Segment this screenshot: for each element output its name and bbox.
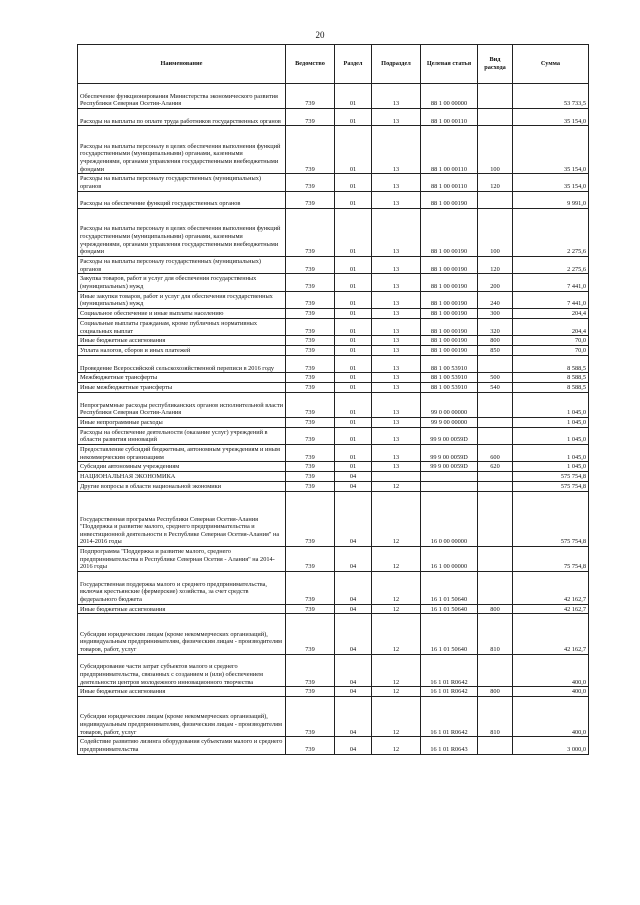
row-summa-cell: 400,0: [513, 697, 589, 737]
row-podrazdel-cell: 13: [372, 318, 421, 335]
row-vid-cell: 800: [478, 687, 513, 697]
row-statya-cell: 88 1 00 00190: [421, 308, 478, 318]
row-podrazdel-cell: 12: [372, 481, 421, 491]
table-row: [78, 191, 589, 208]
row-vid-cell: [478, 472, 513, 482]
row-razdel-cell: 04: [335, 654, 372, 687]
header-name: Наименование: [78, 45, 286, 84]
row-statya-cell: 88 1 00 53910: [421, 382, 478, 392]
row-podrazdel-cell: 12: [372, 614, 421, 654]
row-vid-cell: 800: [478, 604, 513, 614]
row-name-cell: Уплата налогов, сборов и иных платежей: [78, 345, 286, 355]
row-razdel-cell: 04: [335, 547, 372, 572]
row-vid-cell: [478, 481, 513, 491]
row-summa-cell: 204,4: [513, 318, 589, 335]
row-summa-cell: 400,0: [513, 654, 589, 687]
row-summa-cell: 53 733,5: [513, 84, 589, 109]
row-vedomstvo-cell: 739: [286, 491, 335, 546]
row-vedomstvo-cell: 739: [286, 481, 335, 491]
table-row: [78, 382, 589, 392]
row-summa-cell: 8 588,5: [513, 373, 589, 383]
row-vedomstvo-cell: 739: [286, 84, 335, 109]
row-vid-cell: 810: [478, 697, 513, 737]
page-number: 20: [315, 30, 325, 40]
row-vid-cell: [478, 355, 513, 372]
row-vedomstvo-cell: 739: [286, 604, 335, 614]
row-vid-cell: 850: [478, 345, 513, 355]
row-name-cell: Иные бюджетные ассигнования: [78, 336, 286, 346]
row-name-cell: Социальные выплаты гражданам, кроме публичных нормативных социальных выплат: [78, 318, 286, 335]
row-summa-cell: 8 588,5: [513, 382, 589, 392]
row-summa-cell: 2 275,6: [513, 208, 589, 256]
row-podrazdel-cell: [372, 472, 421, 482]
row-name-cell: Иные непрограммные расходы: [78, 417, 286, 427]
header-vedomstvo: Ведомство: [286, 45, 335, 84]
row-vid-cell: [478, 654, 513, 687]
row-razdel-cell: 04: [335, 697, 372, 737]
row-summa-cell: 42 162,7: [513, 614, 589, 654]
row-name-cell: Иные межбюджетные трансферты: [78, 382, 286, 392]
table-row: [78, 614, 589, 654]
row-vedomstvo-cell: 739: [286, 462, 335, 472]
row-podrazdel-cell: 13: [372, 345, 421, 355]
row-statya-cell: 16 1 01 50640: [421, 572, 478, 605]
table-row: [78, 274, 589, 291]
row-vid-cell: 100: [478, 208, 513, 256]
table-row: [78, 481, 589, 491]
row-vid-cell: 540: [478, 382, 513, 392]
row-podrazdel-cell: 13: [372, 336, 421, 346]
row-name-cell: Расходы на выплаты персоналу государственных (муниципальных) органов: [78, 256, 286, 273]
row-statya-cell: 88 1 00 00190: [421, 318, 478, 335]
row-podrazdel-cell: 12: [372, 491, 421, 546]
row-razdel-cell: 01: [335, 84, 372, 109]
row-name-cell: Субсидии юридическим лицам (кроме некоммерческих организаций), индивидуальным предпринимателям, физическим лицам - производителям товаров, работ, услуг: [78, 697, 286, 737]
row-statya-cell: 88 1 00 00190: [421, 191, 478, 208]
row-razdel-cell: 01: [335, 462, 372, 472]
row-vedomstvo-cell: 739: [286, 373, 335, 383]
row-name-cell: НАЦИОНАЛЬНАЯ ЭКОНОМИКА: [78, 472, 286, 482]
row-podrazdel-cell: 13: [372, 274, 421, 291]
row-vedomstvo-cell: 739: [286, 355, 335, 372]
row-summa-cell: 9 991,0: [513, 191, 589, 208]
row-vedomstvo-cell: 739: [286, 737, 335, 754]
table-row: [78, 572, 589, 605]
row-name-cell: Содействие развитию лизинга оборудования субъектами малого и среднего предпринимательства: [78, 737, 286, 754]
row-podrazdel-cell: 13: [372, 392, 421, 417]
row-vedomstvo-cell: 739: [286, 308, 335, 318]
budget-table: [77, 44, 589, 755]
row-summa-cell: 35 154,0: [513, 109, 589, 126]
row-podrazdel-cell: 13: [372, 191, 421, 208]
row-razdel-cell: 01: [335, 208, 372, 256]
table-row: [78, 417, 589, 427]
row-vid-cell: 810: [478, 614, 513, 654]
row-razdel-cell: 04: [335, 472, 372, 482]
row-vedomstvo-cell: 739: [286, 318, 335, 335]
table-header-row: [78, 45, 589, 84]
row-podrazdel-cell: 12: [372, 697, 421, 737]
row-podrazdel-cell: 13: [372, 208, 421, 256]
row-razdel-cell: 04: [335, 572, 372, 605]
row-vedomstvo-cell: 739: [286, 572, 335, 605]
row-summa-cell: 1 045,0: [513, 392, 589, 417]
row-statya-cell: 99 9 00 0059D: [421, 427, 478, 444]
row-name-cell: Расходы на выплаты персоналу в целях обеспечения выполнения функций государственными (муниципальными) органами, казенными учреждениями, органами управления государственными внебюджетными фондами: [78, 126, 286, 174]
row-vedomstvo-cell: 739: [286, 444, 335, 461]
row-podrazdel-cell: 13: [372, 109, 421, 126]
row-statya-cell: 88 1 00 00190: [421, 256, 478, 273]
row-razdel-cell: 01: [335, 345, 372, 355]
row-vid-cell: [478, 417, 513, 427]
row-summa-cell: 35 154,0: [513, 126, 589, 174]
row-podrazdel-cell: 13: [372, 417, 421, 427]
row-name-cell: Расходы на выплаты по оплате труда работников государственных органов: [78, 109, 286, 126]
row-vedomstvo-cell: 739: [286, 417, 335, 427]
row-summa-cell: 1 045,0: [513, 462, 589, 472]
row-name-cell: Непрограммные расходы республиканских органов исполнительной власти Республики Северная Осетия-Алания: [78, 392, 286, 417]
table-row: [78, 392, 589, 417]
row-statya-cell: 88 1 00 53910: [421, 355, 478, 372]
row-vedomstvo-cell: 739: [286, 654, 335, 687]
row-vedomstvo-cell: 739: [286, 697, 335, 737]
row-razdel-cell: 04: [335, 491, 372, 546]
row-razdel-cell: 04: [335, 604, 372, 614]
row-vid-cell: [478, 547, 513, 572]
row-podrazdel-cell: 12: [372, 654, 421, 687]
row-statya-cell: 88 1 00 00190: [421, 291, 478, 308]
row-statya-cell: 88 1 00 00000: [421, 84, 478, 109]
row-razdel-cell: 01: [335, 355, 372, 372]
row-statya-cell: 16 1 01 R0642: [421, 654, 478, 687]
row-podrazdel-cell: 12: [372, 604, 421, 614]
row-razdel-cell: 01: [335, 291, 372, 308]
row-podrazdel-cell: 13: [372, 256, 421, 273]
row-name-cell: Обеспечение функционирования Министерства экономического развития Республики Северная Осетия-Алания: [78, 84, 286, 109]
row-summa-cell: 400,0: [513, 687, 589, 697]
row-vid-cell: [478, 191, 513, 208]
row-razdel-cell: 01: [335, 191, 372, 208]
row-vid-cell: 600: [478, 444, 513, 461]
row-razdel-cell: 01: [335, 382, 372, 392]
header-vid: Вид расхода: [478, 45, 513, 84]
row-name-cell: Расходы на обеспечение функций государственных органов: [78, 191, 286, 208]
table-row: [78, 737, 589, 754]
row-podrazdel-cell: 13: [372, 308, 421, 318]
row-vedomstvo-cell: 739: [286, 174, 335, 191]
row-podrazdel-cell: 13: [372, 174, 421, 191]
row-statya-cell: 16 1 01 R0643: [421, 737, 478, 754]
table-row: [78, 444, 589, 461]
row-vid-cell: [478, 109, 513, 126]
row-statya-cell: 99 0 00 00000: [421, 392, 478, 417]
row-name-cell: Подпрограмма "Поддержка и развитие малого, среднего предпринимательства в Республике Северная Осетия - Алания" на 2014-2016 годы: [78, 547, 286, 572]
row-statya-cell: 99 9 00 00000: [421, 417, 478, 427]
row-vedomstvo-cell: 739: [286, 345, 335, 355]
row-statya-cell: 88 1 00 00190: [421, 345, 478, 355]
row-podrazdel-cell: 12: [372, 687, 421, 697]
row-name-cell: Закупка товаров, работ и услуг для обеспечения государственных (муниципальных) нужд: [78, 274, 286, 291]
row-razdel-cell: 04: [335, 687, 372, 697]
row-vedomstvo-cell: 739: [286, 392, 335, 417]
row-vid-cell: 320: [478, 318, 513, 335]
header-podrazdel: Подраздел: [372, 45, 421, 84]
row-vid-cell: [478, 737, 513, 754]
row-razdel-cell: 01: [335, 318, 372, 335]
table-row: [78, 654, 589, 687]
row-vedomstvo-cell: 739: [286, 208, 335, 256]
row-vid-cell: [478, 84, 513, 109]
table-row: [78, 472, 589, 482]
table-row: [78, 547, 589, 572]
row-razdel-cell: 01: [335, 256, 372, 273]
row-vedomstvo-cell: 739: [286, 336, 335, 346]
table-row: [78, 318, 589, 335]
row-name-cell: Иные закупки товаров, работ и услуг для обеспечения государственных (муниципальных) нужд: [78, 291, 286, 308]
row-summa-cell: 7 441,0: [513, 291, 589, 308]
row-name-cell: Государственная поддержка малого и среднего предпринимательства, включая крестьянские (фермерские) хозяйства, за счет средств федерального бюджета: [78, 572, 286, 605]
row-vid-cell: 200: [478, 274, 513, 291]
table-row: [78, 126, 589, 174]
row-statya-cell: 16 1 01 R0642: [421, 697, 478, 737]
table-row: [78, 345, 589, 355]
row-podrazdel-cell: 13: [372, 462, 421, 472]
row-name-cell: Межбюджетные трансферты: [78, 373, 286, 383]
table-row: [78, 174, 589, 191]
table-row: [78, 697, 589, 737]
row-vedomstvo-cell: 739: [286, 274, 335, 291]
row-podrazdel-cell: 12: [372, 737, 421, 754]
row-vedomstvo-cell: 739: [286, 614, 335, 654]
row-summa-cell: 2 275,6: [513, 256, 589, 273]
row-vedomstvo-cell: 739: [286, 291, 335, 308]
row-razdel-cell: 01: [335, 417, 372, 427]
row-summa-cell: 3 000,0: [513, 737, 589, 754]
row-summa-cell: 575 754,8: [513, 491, 589, 546]
row-statya-cell: 16 1 01 50640: [421, 604, 478, 614]
row-summa-cell: 42 162,7: [513, 604, 589, 614]
row-podrazdel-cell: 13: [372, 84, 421, 109]
row-statya-cell: 88 1 00 00190: [421, 336, 478, 346]
row-vid-cell: 500: [478, 373, 513, 383]
table-row: [78, 687, 589, 697]
row-razdel-cell: 01: [335, 308, 372, 318]
row-name-cell: Расходы на обеспечение деятельности (оказание услуг) учреждений в области развития инноваций: [78, 427, 286, 444]
row-vedomstvo-cell: 739: [286, 687, 335, 697]
row-vid-cell: 620: [478, 462, 513, 472]
row-vedomstvo-cell: 739: [286, 547, 335, 572]
row-summa-cell: 70,0: [513, 336, 589, 346]
row-statya-cell: 16 1 01 R0642: [421, 687, 478, 697]
row-name-cell: Субсидии автономным учреждениям: [78, 462, 286, 472]
row-podrazdel-cell: 13: [372, 373, 421, 383]
row-statya-cell: [421, 481, 478, 491]
row-name-cell: Расходы на выплаты персоналу государственных (муниципальных) органов: [78, 174, 286, 191]
row-razdel-cell: 01: [335, 174, 372, 191]
row-vid-cell: 800: [478, 336, 513, 346]
row-vid-cell: [478, 392, 513, 417]
row-razdel-cell: 04: [335, 614, 372, 654]
row-summa-cell: 75 754,8: [513, 547, 589, 572]
row-statya-cell: 88 1 00 00190: [421, 208, 478, 256]
table-row: [78, 109, 589, 126]
row-razdel-cell: 04: [335, 481, 372, 491]
row-razdel-cell: 01: [335, 274, 372, 291]
row-vid-cell: [478, 491, 513, 546]
row-summa-cell: 1 045,0: [513, 427, 589, 444]
row-podrazdel-cell: 13: [372, 427, 421, 444]
row-razdel-cell: 01: [335, 373, 372, 383]
table-row: [78, 355, 589, 372]
row-name-cell: Предоставление субсидий бюджетным, автономным учреждениям и иным некоммерческим организациям: [78, 444, 286, 461]
row-summa-cell: 8 588,5: [513, 355, 589, 372]
row-podrazdel-cell: 13: [372, 355, 421, 372]
table-row: [78, 291, 589, 308]
row-statya-cell: 88 1 00 00110: [421, 174, 478, 191]
row-razdel-cell: 01: [335, 444, 372, 461]
row-vedomstvo-cell: 739: [286, 427, 335, 444]
table-row: [78, 373, 589, 383]
row-name-cell: Иные бюджетные ассигнования: [78, 687, 286, 697]
table-row: [78, 462, 589, 472]
table-row: [78, 491, 589, 546]
row-summa-cell: 1 045,0: [513, 417, 589, 427]
row-summa-cell: 35 154,0: [513, 174, 589, 191]
row-statya-cell: 88 1 00 53910: [421, 373, 478, 383]
row-statya-cell: 88 1 00 00190: [421, 274, 478, 291]
row-razdel-cell: 01: [335, 392, 372, 417]
row-podrazdel-cell: 13: [372, 126, 421, 174]
table-row: [78, 604, 589, 614]
row-summa-cell: 575 754,8: [513, 472, 589, 482]
row-statya-cell: 88 1 00 00110: [421, 109, 478, 126]
row-summa-cell: 70,0: [513, 345, 589, 355]
row-vid-cell: [478, 427, 513, 444]
row-summa-cell: 42 162,7: [513, 572, 589, 605]
row-summa-cell: 575 754,8: [513, 481, 589, 491]
row-name-cell: Иные бюджетные ассигнования: [78, 604, 286, 614]
row-vid-cell: 100: [478, 126, 513, 174]
row-vid-cell: 120: [478, 174, 513, 191]
row-podrazdel-cell: 13: [372, 291, 421, 308]
row-name-cell: Социальное обеспечение и иные выплаты населению: [78, 308, 286, 318]
row-podrazdel-cell: 12: [372, 547, 421, 572]
row-vid-cell: 300: [478, 308, 513, 318]
row-name-cell: Проведение Всероссийской сельскохозяйственной переписи в 2016 году: [78, 355, 286, 372]
row-summa-cell: 204,4: [513, 308, 589, 318]
row-statya-cell: 88 1 00 00110: [421, 126, 478, 174]
row-razdel-cell: 04: [335, 737, 372, 754]
row-vedomstvo-cell: 739: [286, 126, 335, 174]
row-podrazdel-cell: 13: [372, 382, 421, 392]
row-vid-cell: 240: [478, 291, 513, 308]
row-name-cell: Субсидирование части затрат субъектов малого и среднего предпринимательства, связанных с созданием и (или) обеспечением деятельности центров молодежного инновационного творчества: [78, 654, 286, 687]
row-statya-cell: 16 1 01 50640: [421, 614, 478, 654]
header-summa: Сумма: [513, 45, 589, 84]
row-razdel-cell: 01: [335, 109, 372, 126]
table-row: [78, 336, 589, 346]
row-vedomstvo-cell: 739: [286, 472, 335, 482]
row-name-cell: Государственная программа Республики Северная Осетия-Алания "Поддержка и развитие малого, среднего предпринимательства и инвестиционной деятельности в Республике Северная Осетия-Алания" на 2014-2016 годы: [78, 491, 286, 546]
row-razdel-cell: 01: [335, 427, 372, 444]
row-vedomstvo-cell: 739: [286, 382, 335, 392]
row-podrazdel-cell: 13: [372, 444, 421, 461]
row-razdel-cell: 01: [335, 126, 372, 174]
row-statya-cell: 16 0 00 00000: [421, 491, 478, 546]
row-vedomstvo-cell: 739: [286, 109, 335, 126]
row-razdel-cell: 01: [335, 336, 372, 346]
table-row: [78, 84, 589, 109]
row-statya-cell: 99 9 00 0059D: [421, 444, 478, 461]
row-vid-cell: [478, 572, 513, 605]
row-name-cell: Субсидии юридическим лицам (кроме некоммерческих организаций), индивидуальным предпринимателям, физическим лицам - производителям товаров, работ, услуг: [78, 614, 286, 654]
row-podrazdel-cell: 12: [372, 572, 421, 605]
row-summa-cell: 1 045,0: [513, 444, 589, 461]
header-razdel: Раздел: [335, 45, 372, 84]
table-row: [78, 308, 589, 318]
row-summa-cell: 7 441,0: [513, 274, 589, 291]
row-name-cell: Другие вопросы в области национальной экономики: [78, 481, 286, 491]
row-vedomstvo-cell: 739: [286, 256, 335, 273]
table-row: [78, 208, 589, 256]
row-name-cell: Расходы на выплаты персоналу в целях обеспечения выполнения функций государственными (муниципальными) органами, казенными учреждениями, органами управления государственными внебюджетными фондами: [78, 208, 286, 256]
row-vid-cell: 120: [478, 256, 513, 273]
row-statya-cell: [421, 472, 478, 482]
row-statya-cell: 99 9 00 0059D: [421, 462, 478, 472]
table-row: [78, 256, 589, 273]
table-row: [78, 427, 589, 444]
row-vedomstvo-cell: 739: [286, 191, 335, 208]
header-statya: Целевая статья: [421, 45, 478, 84]
row-statya-cell: 16 1 00 00000: [421, 547, 478, 572]
